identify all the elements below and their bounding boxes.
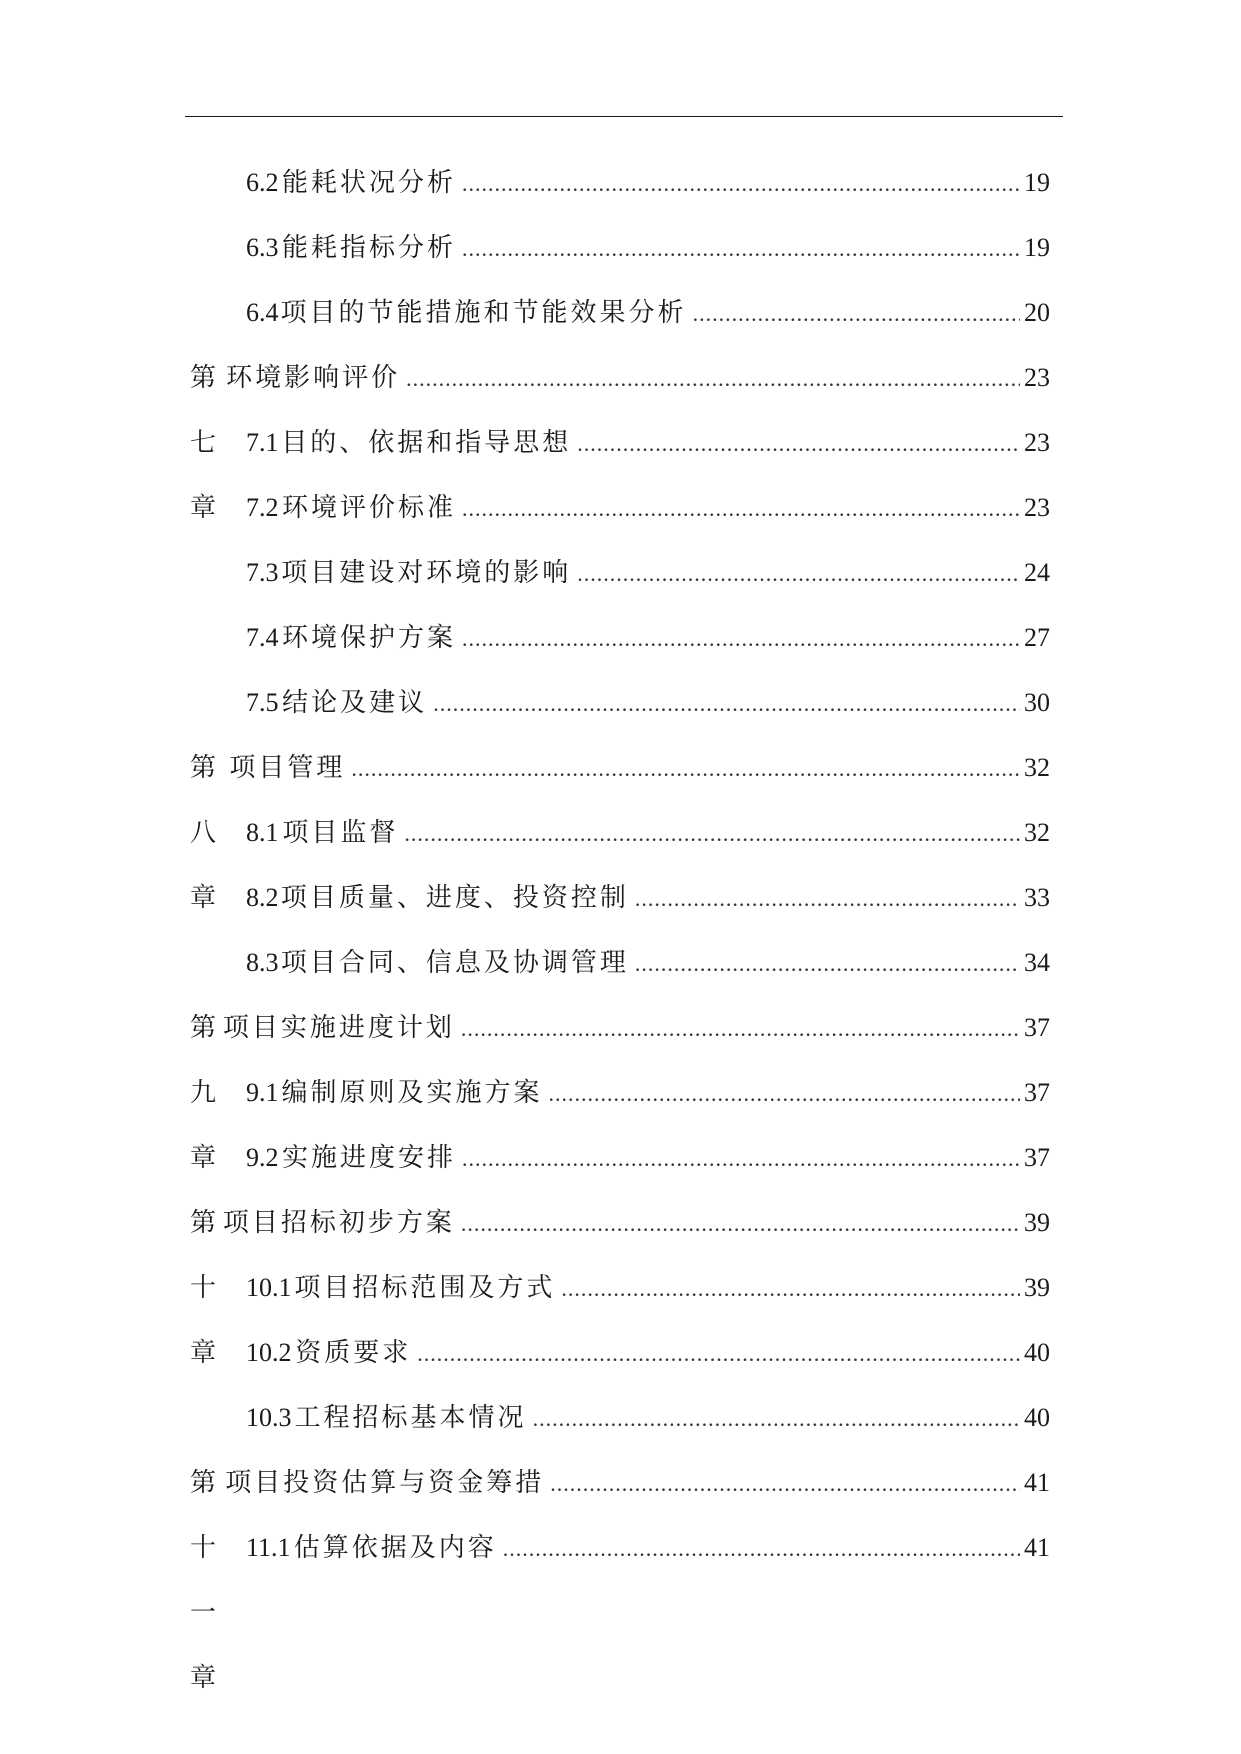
toc-entry-number: 11.1 [246, 1533, 291, 1562]
dot-leader [550, 1451, 1020, 1516]
toc-entry-number: 8.2 [246, 883, 279, 912]
dot-leader [577, 411, 1020, 476]
toc-section-entry[interactable] [0, 670, 1241, 735]
toc-entry-number: 7.5 [246, 688, 279, 717]
toc-entry-number: 第十一章 [190, 1468, 217, 1692]
toc-entry-line [246, 865, 1050, 930]
dot-leader [635, 866, 1020, 931]
toc-section-entry[interactable] [0, 280, 1241, 345]
toc-entry-title: 项目质量、进度、投资控制 [280, 883, 629, 913]
toc-entry-title: 项目招标范围及方式 [294, 1273, 556, 1303]
toc-entry-line [246, 1060, 1050, 1125]
toc-section-entry[interactable] [0, 1255, 1241, 1320]
toc-entry-title: 环境保护方案 [281, 623, 456, 653]
toc-entry-line [246, 1320, 1050, 1385]
dot-leader [462, 151, 1020, 216]
toc-entry-number: 10.1 [246, 1273, 292, 1302]
toc-entry-title: 项目监督 [282, 818, 399, 848]
toc-entry-number: 第九章 [190, 1013, 217, 1172]
toc-section-entry[interactable] [0, 1125, 1241, 1190]
toc-entry-number: 10.3 [246, 1403, 292, 1432]
toc-entry-page-number: 23 [1024, 363, 1050, 392]
toc-entry-number: 8.3 [246, 948, 279, 977]
dot-leader [351, 736, 1020, 801]
dot-leader [404, 801, 1020, 866]
toc-entry-title: 工程招标基本情况 [294, 1403, 527, 1433]
toc-entry-line [246, 410, 1050, 475]
toc-entry-title: 能耗指标分析 [281, 233, 456, 263]
toc-section-entry[interactable] [0, 1515, 1241, 1580]
toc-entry-number: 7.4 [246, 623, 279, 652]
toc-section-entry[interactable] [0, 475, 1241, 540]
toc-entry-title: 实施进度安排 [281, 1143, 456, 1173]
toc-entry-title: 环境影响评价 [226, 363, 401, 393]
dot-leader [577, 541, 1020, 606]
dot-leader [561, 1256, 1020, 1321]
toc-entry-number: 7.2 [246, 493, 279, 522]
toc-entry-page-number: 37 [1024, 1013, 1050, 1042]
toc-entry-number: 第十章 [190, 1208, 217, 1367]
header-rule [185, 116, 1063, 117]
toc-entry-page-number: 41 [1024, 1533, 1050, 1562]
toc-entry-title: 能耗状况分析 [281, 168, 456, 198]
toc-section-entry[interactable] [0, 1385, 1241, 1450]
toc-entry-page-number: 37 [1024, 1143, 1050, 1172]
toc-entry-page-number: 41 [1024, 1468, 1051, 1497]
dot-leader [533, 1386, 1020, 1451]
toc-entry-number: 第七章 [190, 363, 217, 522]
toc-entry-number: 7.1 [246, 428, 279, 457]
toc-entry-page-number: 30 [1024, 688, 1050, 717]
toc-entry-number: 6.3 [246, 233, 279, 262]
toc-entry-number: 9.2 [246, 1143, 279, 1172]
toc-section-entry[interactable] [0, 150, 1241, 215]
toc-entry-page-number: 24 [1024, 558, 1050, 587]
toc-entry-line [246, 1125, 1050, 1190]
toc-entry-line [246, 150, 1050, 215]
toc-entry-title: 项目合同、信息及协调管理 [280, 948, 629, 978]
toc-entry-page-number: 23 [1024, 428, 1050, 457]
toc-entry-page-number: 33 [1024, 883, 1050, 912]
dot-leader [503, 1516, 1020, 1581]
toc-entry-title: 估算依据及内容 [293, 1533, 497, 1563]
toc-entry-page-number: 27 [1024, 623, 1050, 652]
toc-entry-line [246, 540, 1050, 605]
toc-entry-line [246, 1255, 1050, 1320]
toc-entry-page-number: 40 [1024, 1338, 1050, 1367]
toc-entry-line [246, 800, 1050, 865]
toc-section-entry[interactable] [0, 930, 1241, 995]
toc-entry-title: 项目投资估算与资金筹措 [225, 1468, 545, 1498]
toc-entry-page-number: 37 [1024, 1078, 1050, 1107]
dot-leader [462, 216, 1020, 281]
toc-section-entry[interactable] [0, 1060, 1241, 1125]
toc-section-entry[interactable] [0, 1320, 1241, 1385]
toc-entry-title: 编制原则及实施方案 [281, 1078, 543, 1108]
dot-leader [548, 1061, 1020, 1126]
dot-leader [462, 476, 1020, 541]
toc-entry-page-number: 32 [1024, 753, 1050, 782]
toc-entry-page-number: 39 [1024, 1208, 1050, 1237]
toc-section-entry[interactable] [0, 865, 1241, 930]
toc-section-entry[interactable] [0, 800, 1241, 865]
toc-entry-title: 项目建设对环境的影响 [281, 558, 572, 588]
toc-entry-number: 9.1 [246, 1078, 279, 1107]
toc-entry-page-number: 34 [1024, 948, 1050, 977]
dot-leader [406, 346, 1020, 411]
toc-entry-number: 8.1 [246, 818, 279, 847]
toc-entry-number: 6.2 [246, 168, 279, 197]
toc-entry-page-number: 19 [1024, 168, 1050, 197]
toc-entry-line [246, 1515, 1050, 1580]
toc-entry-title: 目的、依据和指导思想 [281, 428, 572, 458]
dot-leader [462, 1126, 1020, 1191]
dot-leader [461, 996, 1020, 1061]
toc-entry-page-number: 19 [1024, 233, 1050, 262]
toc-entry-number: 10.2 [246, 1338, 292, 1367]
dot-leader [635, 931, 1020, 996]
toc-entry-number: 6.4 [246, 298, 279, 327]
table-of-contents [0, 150, 1241, 1692]
toc-entry-line [246, 280, 1050, 345]
toc-entry-line [246, 930, 1050, 995]
toc-entry-title: 项目实施进度计划 [222, 1013, 455, 1043]
toc-entry-page-number: 39 [1024, 1273, 1050, 1302]
dot-leader [417, 1321, 1020, 1386]
toc-entry-title: 资质要求 [295, 1338, 412, 1368]
dot-leader [693, 281, 1020, 346]
dot-leader [462, 606, 1020, 671]
toc-entry-number: 7.3 [246, 558, 279, 587]
toc-entry-line [246, 605, 1050, 670]
toc-entry-line [246, 475, 1050, 540]
toc-entry-title: 结论及建议 [282, 688, 428, 718]
toc-entry-number: 第八章 [190, 753, 217, 912]
toc-entry-page-number: 32 [1024, 818, 1050, 847]
toc-entry-page-number: 20 [1024, 298, 1050, 327]
toc-section-entry[interactable] [0, 540, 1241, 605]
toc-section-entry[interactable] [0, 410, 1241, 475]
toc-entry-page-number: 23 [1024, 493, 1050, 522]
dot-leader [461, 1191, 1020, 1256]
toc-entry-line [246, 215, 1050, 280]
toc-entry-title: 项目招标初步方案 [222, 1208, 455, 1238]
dot-leader [433, 671, 1020, 736]
toc-entry-line [246, 1385, 1050, 1450]
toc-section-entry[interactable] [0, 605, 1241, 670]
toc-entry-title: 项目管理 [229, 753, 346, 783]
toc-entry-line [246, 670, 1050, 735]
toc-section-entry[interactable] [0, 215, 1241, 280]
toc-entry-title: 环境评价标准 [281, 493, 456, 523]
toc-entry-title: 项目的节能措施和节能效果分析 [280, 298, 687, 328]
toc-entry-page-number: 40 [1024, 1403, 1050, 1432]
